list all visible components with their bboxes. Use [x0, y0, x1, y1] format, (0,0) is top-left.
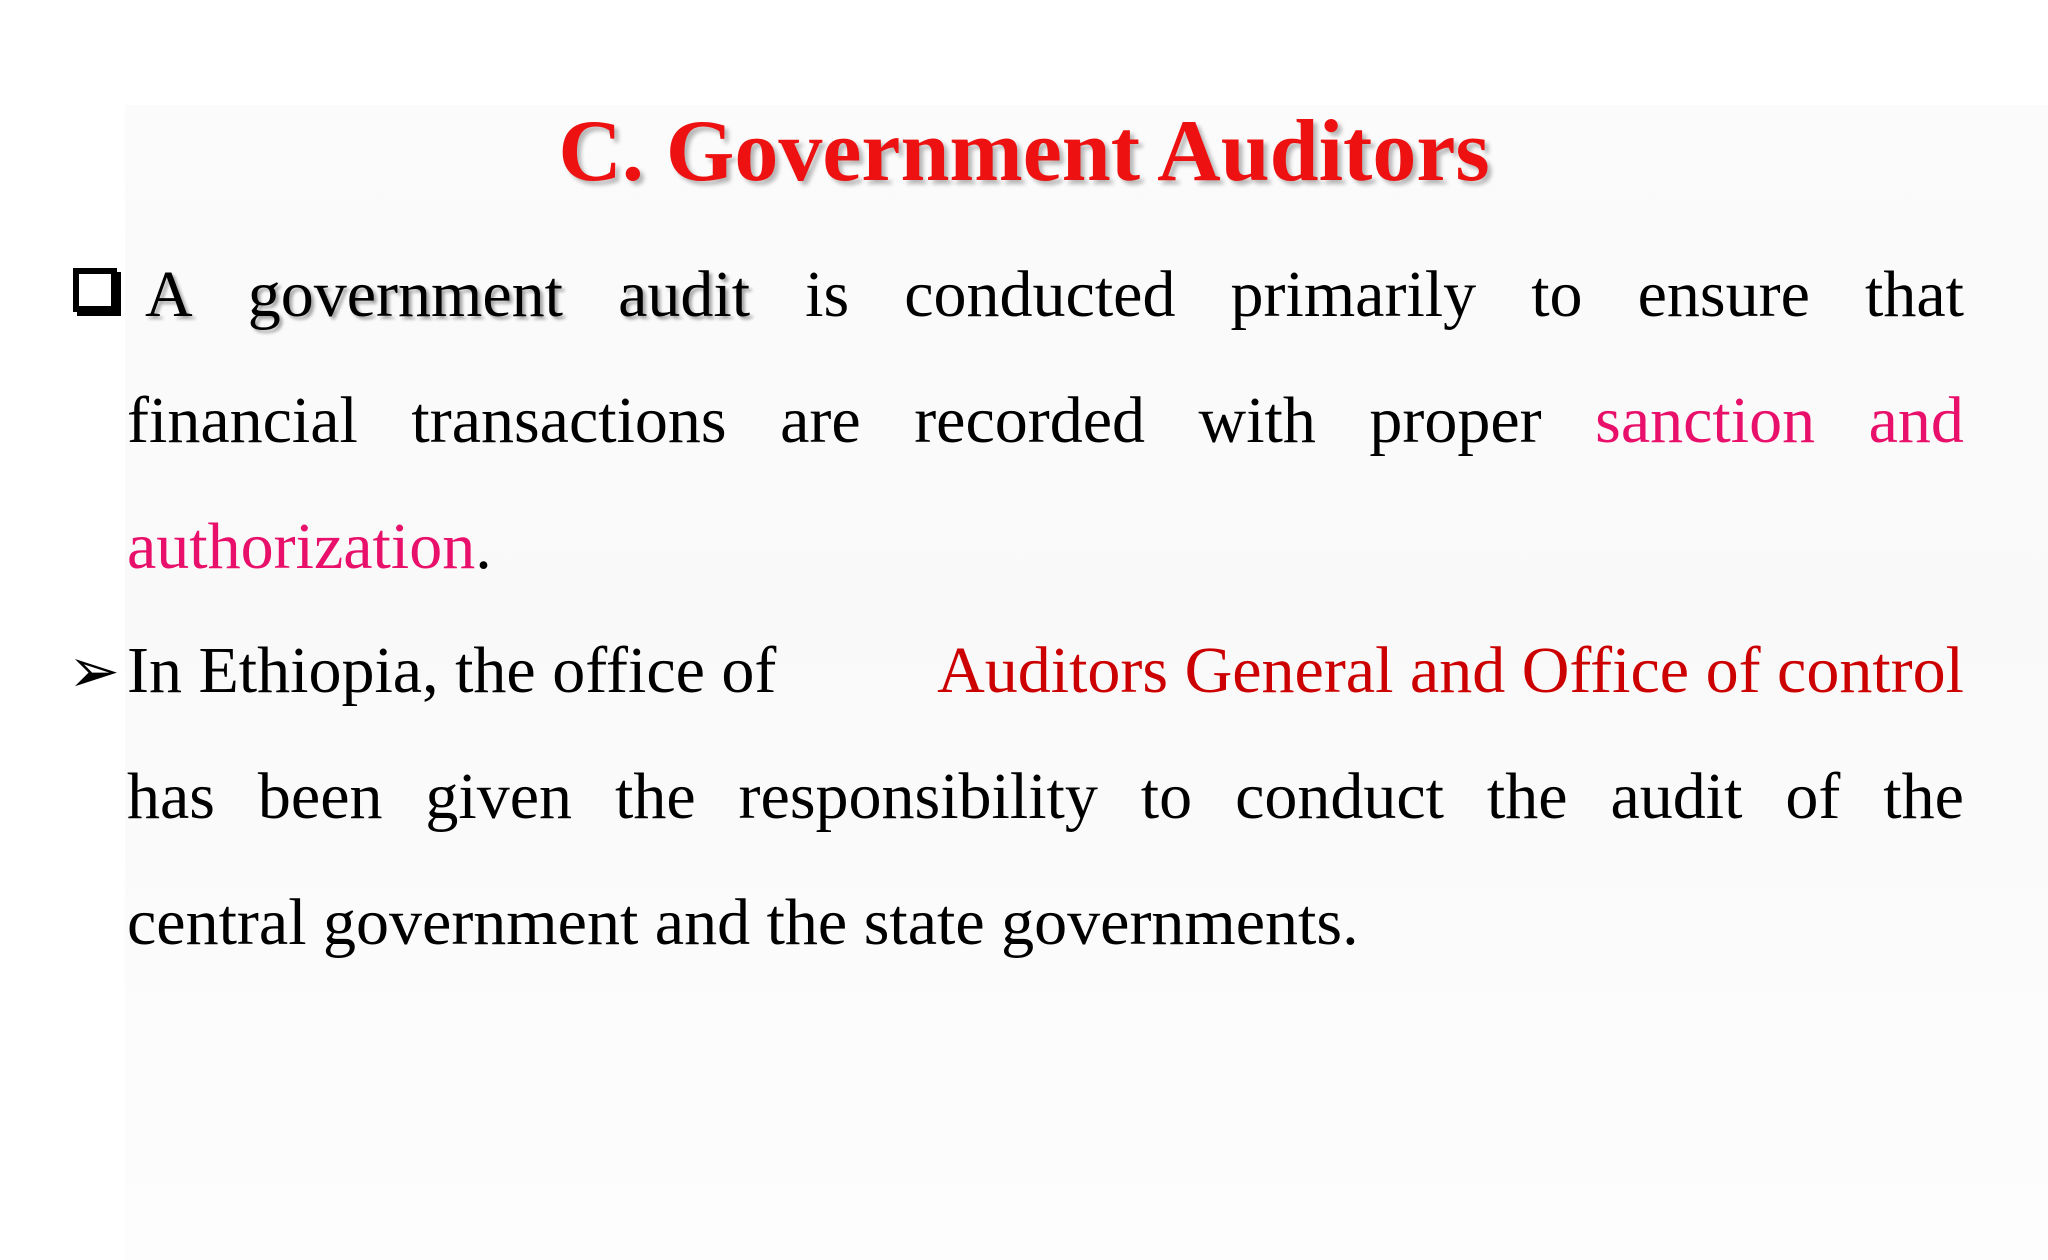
word: recorded	[914, 384, 1146, 457]
word: government	[247, 258, 563, 331]
word: A	[145, 258, 193, 331]
word: the	[1883, 760, 1964, 833]
word: that	[1864, 258, 1964, 331]
bullet-2-line-3-text: central government and the state governments.	[127, 886, 1359, 959]
word: financial	[127, 384, 358, 457]
highlight-word: sanction	[1595, 384, 1816, 457]
highlight-word: and	[1868, 384, 1964, 457]
bullet-2-prefix: In Ethiopia, the office of	[127, 634, 777, 707]
bullet-2-line-2	[127, 752, 1964, 842]
checkbox-square-icon	[73, 268, 117, 312]
bullet-2-line-3	[127, 878, 1964, 968]
word: given	[425, 760, 573, 833]
word: been	[257, 760, 383, 833]
word: the	[1486, 760, 1568, 833]
bullet-1-line-2	[127, 376, 1964, 466]
bullet-2-line-1	[127, 626, 1964, 716]
word: the	[614, 760, 696, 833]
word: of	[1785, 760, 1841, 833]
word: ensure	[1637, 258, 1810, 331]
word: transactions	[411, 384, 727, 457]
word: with	[1198, 384, 1316, 457]
word: primarily	[1230, 258, 1477, 331]
bullet-1-line-1	[145, 250, 1964, 340]
word: audit	[1610, 760, 1743, 833]
word: has	[127, 760, 215, 833]
word: audit	[618, 258, 751, 331]
word: conduct	[1235, 760, 1444, 833]
word: are	[780, 384, 861, 457]
highlight-term: Auditors General and Office of control	[937, 634, 1964, 707]
word: conducted	[904, 258, 1176, 331]
highlight-term: authorization	[127, 510, 476, 583]
slide-title: C. Government Auditors	[558, 103, 1490, 200]
bullet-1-line-3	[127, 502, 1964, 592]
word: responsibility	[738, 760, 1098, 833]
word: to	[1140, 760, 1193, 833]
period: .	[475, 510, 492, 583]
arrowhead-bullet-icon: ➢	[68, 634, 120, 707]
word: is	[805, 258, 850, 331]
word: to	[1531, 258, 1583, 331]
word: proper	[1369, 384, 1542, 457]
